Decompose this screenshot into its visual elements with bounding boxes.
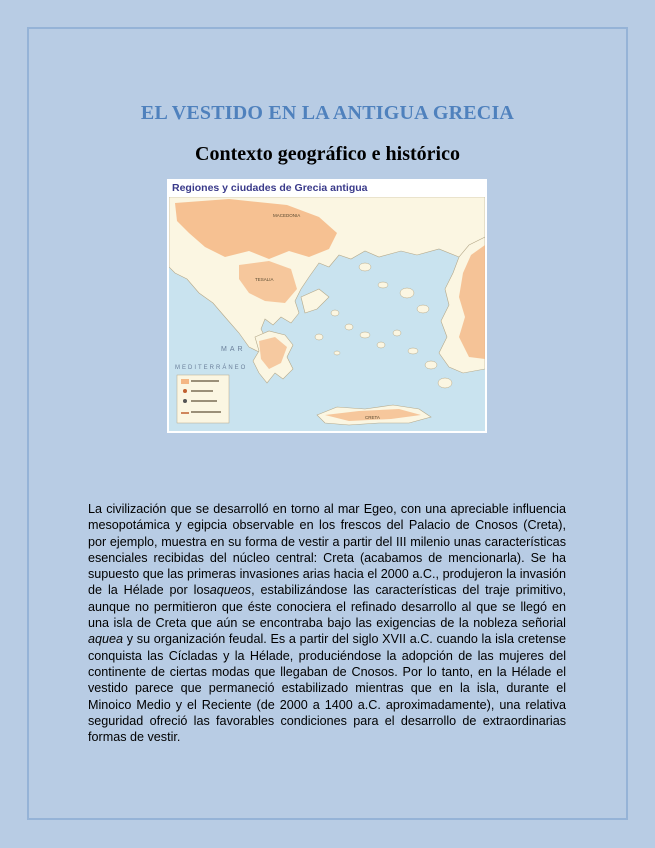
- paragraph-emphasis-aquea: aquea: [88, 632, 124, 647]
- map-label-tesalia: TESALIA: [255, 277, 274, 282]
- paragraph-text-2: , estabilizándose las características del traje primitivo, aunque no permitieron que éste conociera el refinado desarrollo al que se llegó en una isla de Creta que aún se encontraba bajo las exigencias de la nobleza señorial: [88, 583, 566, 631]
- paragraph-text-3: y su organización feudal. Es a partir del siglo XVII a.C. cuando la isla cretense conquista las Cícladas y la Hélade, produciéndose la adopción de las mujeres del continente de ciertas modas que llegaban de Cnosos. Por lo tanto, en la Hélade el vestido parece que permaneció estabilizado mientras que en la isla, durante el Minoico Medio y el Reciente (de 2000 a 1400 a.C. aproximadamente), una relativa seguridad ofreció las favorables condiciones para el desarrollo de extraordinarias formas de vestir.: [88, 632, 566, 745]
- map-label-mar: MAR: [221, 346, 246, 353]
- map-label-creta: CRETA: [365, 415, 380, 420]
- paragraph-text-1: La civilización que se desarrolló en torno al mar Egeo, con una apreciable influencia mesopotámica y egipcia observable en los frescos del Palacio de Cnosos (Creta), por ejemplo, muestra en su forma de vestir a partir del III milenio unas características esenciales recibidas del núcleo central: Creta (acabamos de mencionarla). Se ha supuesto que las primeras invasiones arias hacia el 2000 a.C., produjeron la invasión de la Hélade por los: [88, 502, 566, 598]
- map-label-mediterraneo: MEDITERRÁNEO: [175, 365, 248, 371]
- map-caption: Regiones y ciudades de Grecia antigua: [172, 182, 368, 194]
- body-paragraph: [88, 501, 566, 745]
- document-subtitle: Contexto geográfico e histórico: [195, 143, 460, 165]
- document-title: EL VESTIDO EN LA ANTIGUA GRECIA: [140, 102, 515, 124]
- map-figure: [167, 179, 487, 433]
- greece-map: [169, 197, 485, 431]
- paragraph-emphasis-aqueos: aqueos: [209, 583, 252, 598]
- map-label-macedonia: MACEDONIA: [273, 213, 301, 218]
